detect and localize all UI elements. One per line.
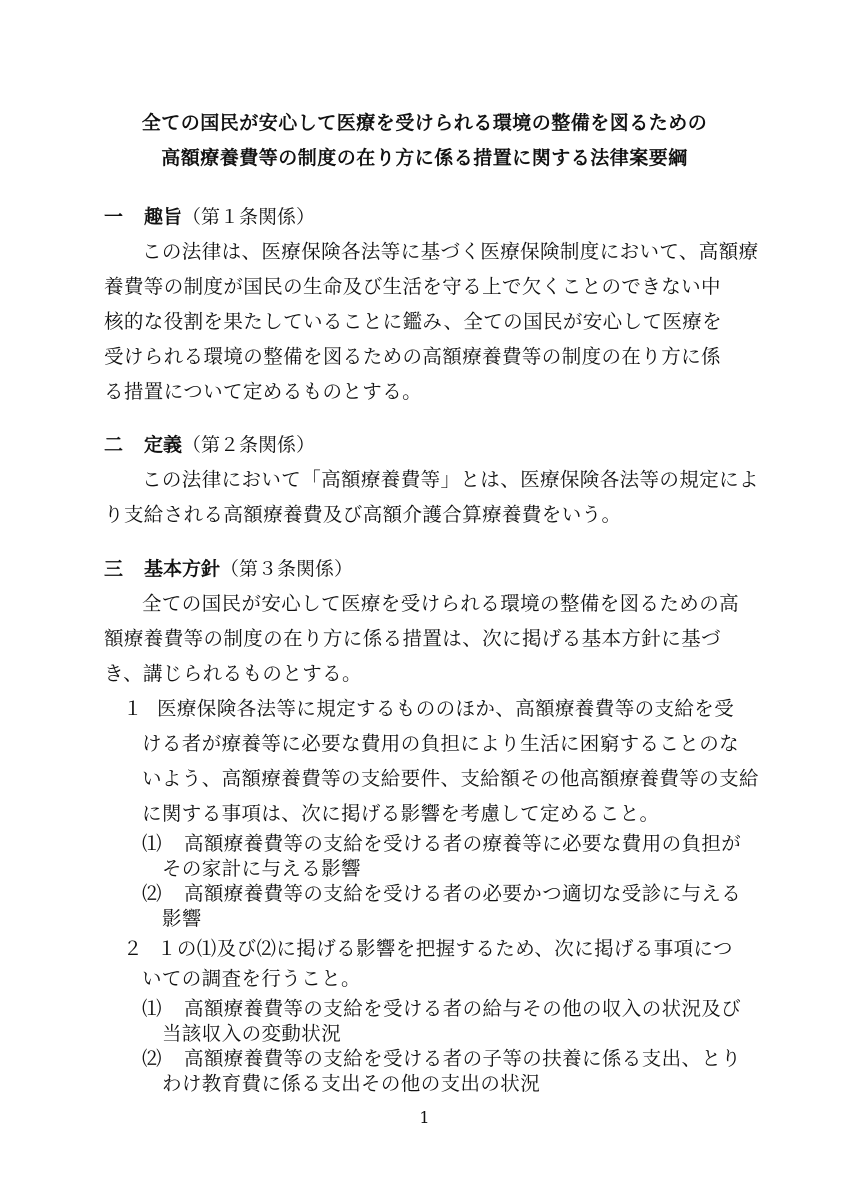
list-item-line: いての調査を行うこと。 (142, 967, 361, 990)
document-title-line-1: 全ての国民が安心して医療を受けられる環境の整備を図るための (141, 112, 708, 134)
section-heading-basic-policy (104, 554, 353, 581)
document-title-line-2: 高額療養費等の制度の在り方に係る措置に関する法律案要綱 (161, 147, 688, 169)
paragraph-line: 養費等の制度が国民の生命及び生活を守る上で欠くことのできない中 (104, 275, 721, 298)
section-name: 定義 (144, 434, 183, 456)
section-heading-purpose (104, 202, 315, 229)
section-name: 趣旨 (144, 206, 183, 228)
list-item-text: 医療保険各法等に規定するもののほか、高額療養費等の支給を受 (157, 697, 735, 720)
sub-item-line: 当該収入の変動状況 (162, 1022, 342, 1045)
section-name: 基本方針 (144, 558, 221, 580)
section-article-ref: （第３条関係） (220, 558, 354, 580)
paragraph-line: 受けられる環境の整備を図るための高額療養費等の制度の在り方に係 (104, 345, 721, 368)
sub-item-line: その家計に与える影響 (162, 857, 362, 880)
section-article-ref: （第２条関係） (182, 434, 316, 456)
paragraph-line: り支給される高額療養費及び高額介護合算療養費をいう。 (104, 503, 622, 526)
list-item-1 (123, 693, 734, 721)
section-number: 二 (104, 434, 124, 456)
list-item-number: １ (123, 697, 143, 720)
paragraph-line: き、講じられるものとする。 (104, 662, 362, 685)
section-number: 三 (104, 558, 124, 580)
sub-item-text: 高額療養費等の支給を受ける者の給与その他の収入の状況及び (184, 997, 742, 1020)
section-heading-definition (104, 430, 315, 457)
sub-item-line: 影響 (162, 907, 202, 930)
section-article-ref: （第１条関係） (182, 206, 316, 228)
sub-item-number: ⑵ (142, 882, 162, 905)
list-item-2 (123, 933, 733, 961)
sub-item (142, 1043, 741, 1071)
sub-item-number: ⑵ (142, 1047, 162, 1070)
paragraph-line: この法律において「高額療養費等」とは、医療保険各法等の規定によ (142, 468, 759, 491)
sub-item (142, 878, 741, 906)
sub-item-text: 高額療養費等の支給を受ける者の子等の扶養に係る支出、とり (184, 1047, 742, 1070)
sub-item-text: 高額療養費等の支給を受ける者の療養等に必要な費用の負担が (184, 832, 742, 855)
list-item-line: ける者が療養等に必要な費用の負担により生活に困窮することのな (142, 732, 740, 755)
list-item-text: １の⑴及び⑵に掲げる影響を把握するため、次に掲げる事項につ (157, 937, 733, 960)
list-item-number: ２ (123, 937, 143, 960)
sub-item-text: 高額療養費等の支給を受ける者の必要かつ適切な受診に与える (184, 882, 742, 905)
paragraph-line: 全ての国民が安心して医療を受けられる環境の整備を図るための高 (142, 592, 740, 615)
sub-item (142, 828, 741, 856)
sub-item (142, 993, 741, 1021)
paragraph-line: る措置について定めるものとする。 (104, 380, 423, 403)
section-number: 一 (104, 206, 124, 228)
paragraph-line: この法律は、医療保険各法等に基づく医療保険制度において、高額療 (142, 240, 759, 263)
sub-item-number: ⑴ (142, 832, 162, 855)
sub-item-number: ⑴ (142, 997, 162, 1020)
list-item-line: いよう、高額療養費等の支給要件、支給額その他高額療養費等の支給 (142, 767, 759, 790)
paragraph-line: 核的な役割を果たしていることに鑑み、全ての国民が安心して医療を (104, 310, 723, 333)
sub-item-line: わけ教育費に係る支出その他の支出の状況 (162, 1072, 541, 1095)
paragraph-line: 額療養費等の制度の在り方に係る措置は、次に掲げる基本方針に基づ (104, 627, 721, 650)
list-item-line: に関する事項は、次に掲げる影響を考慮して定めること。 (142, 802, 660, 825)
page-number: 1 (419, 1108, 430, 1127)
